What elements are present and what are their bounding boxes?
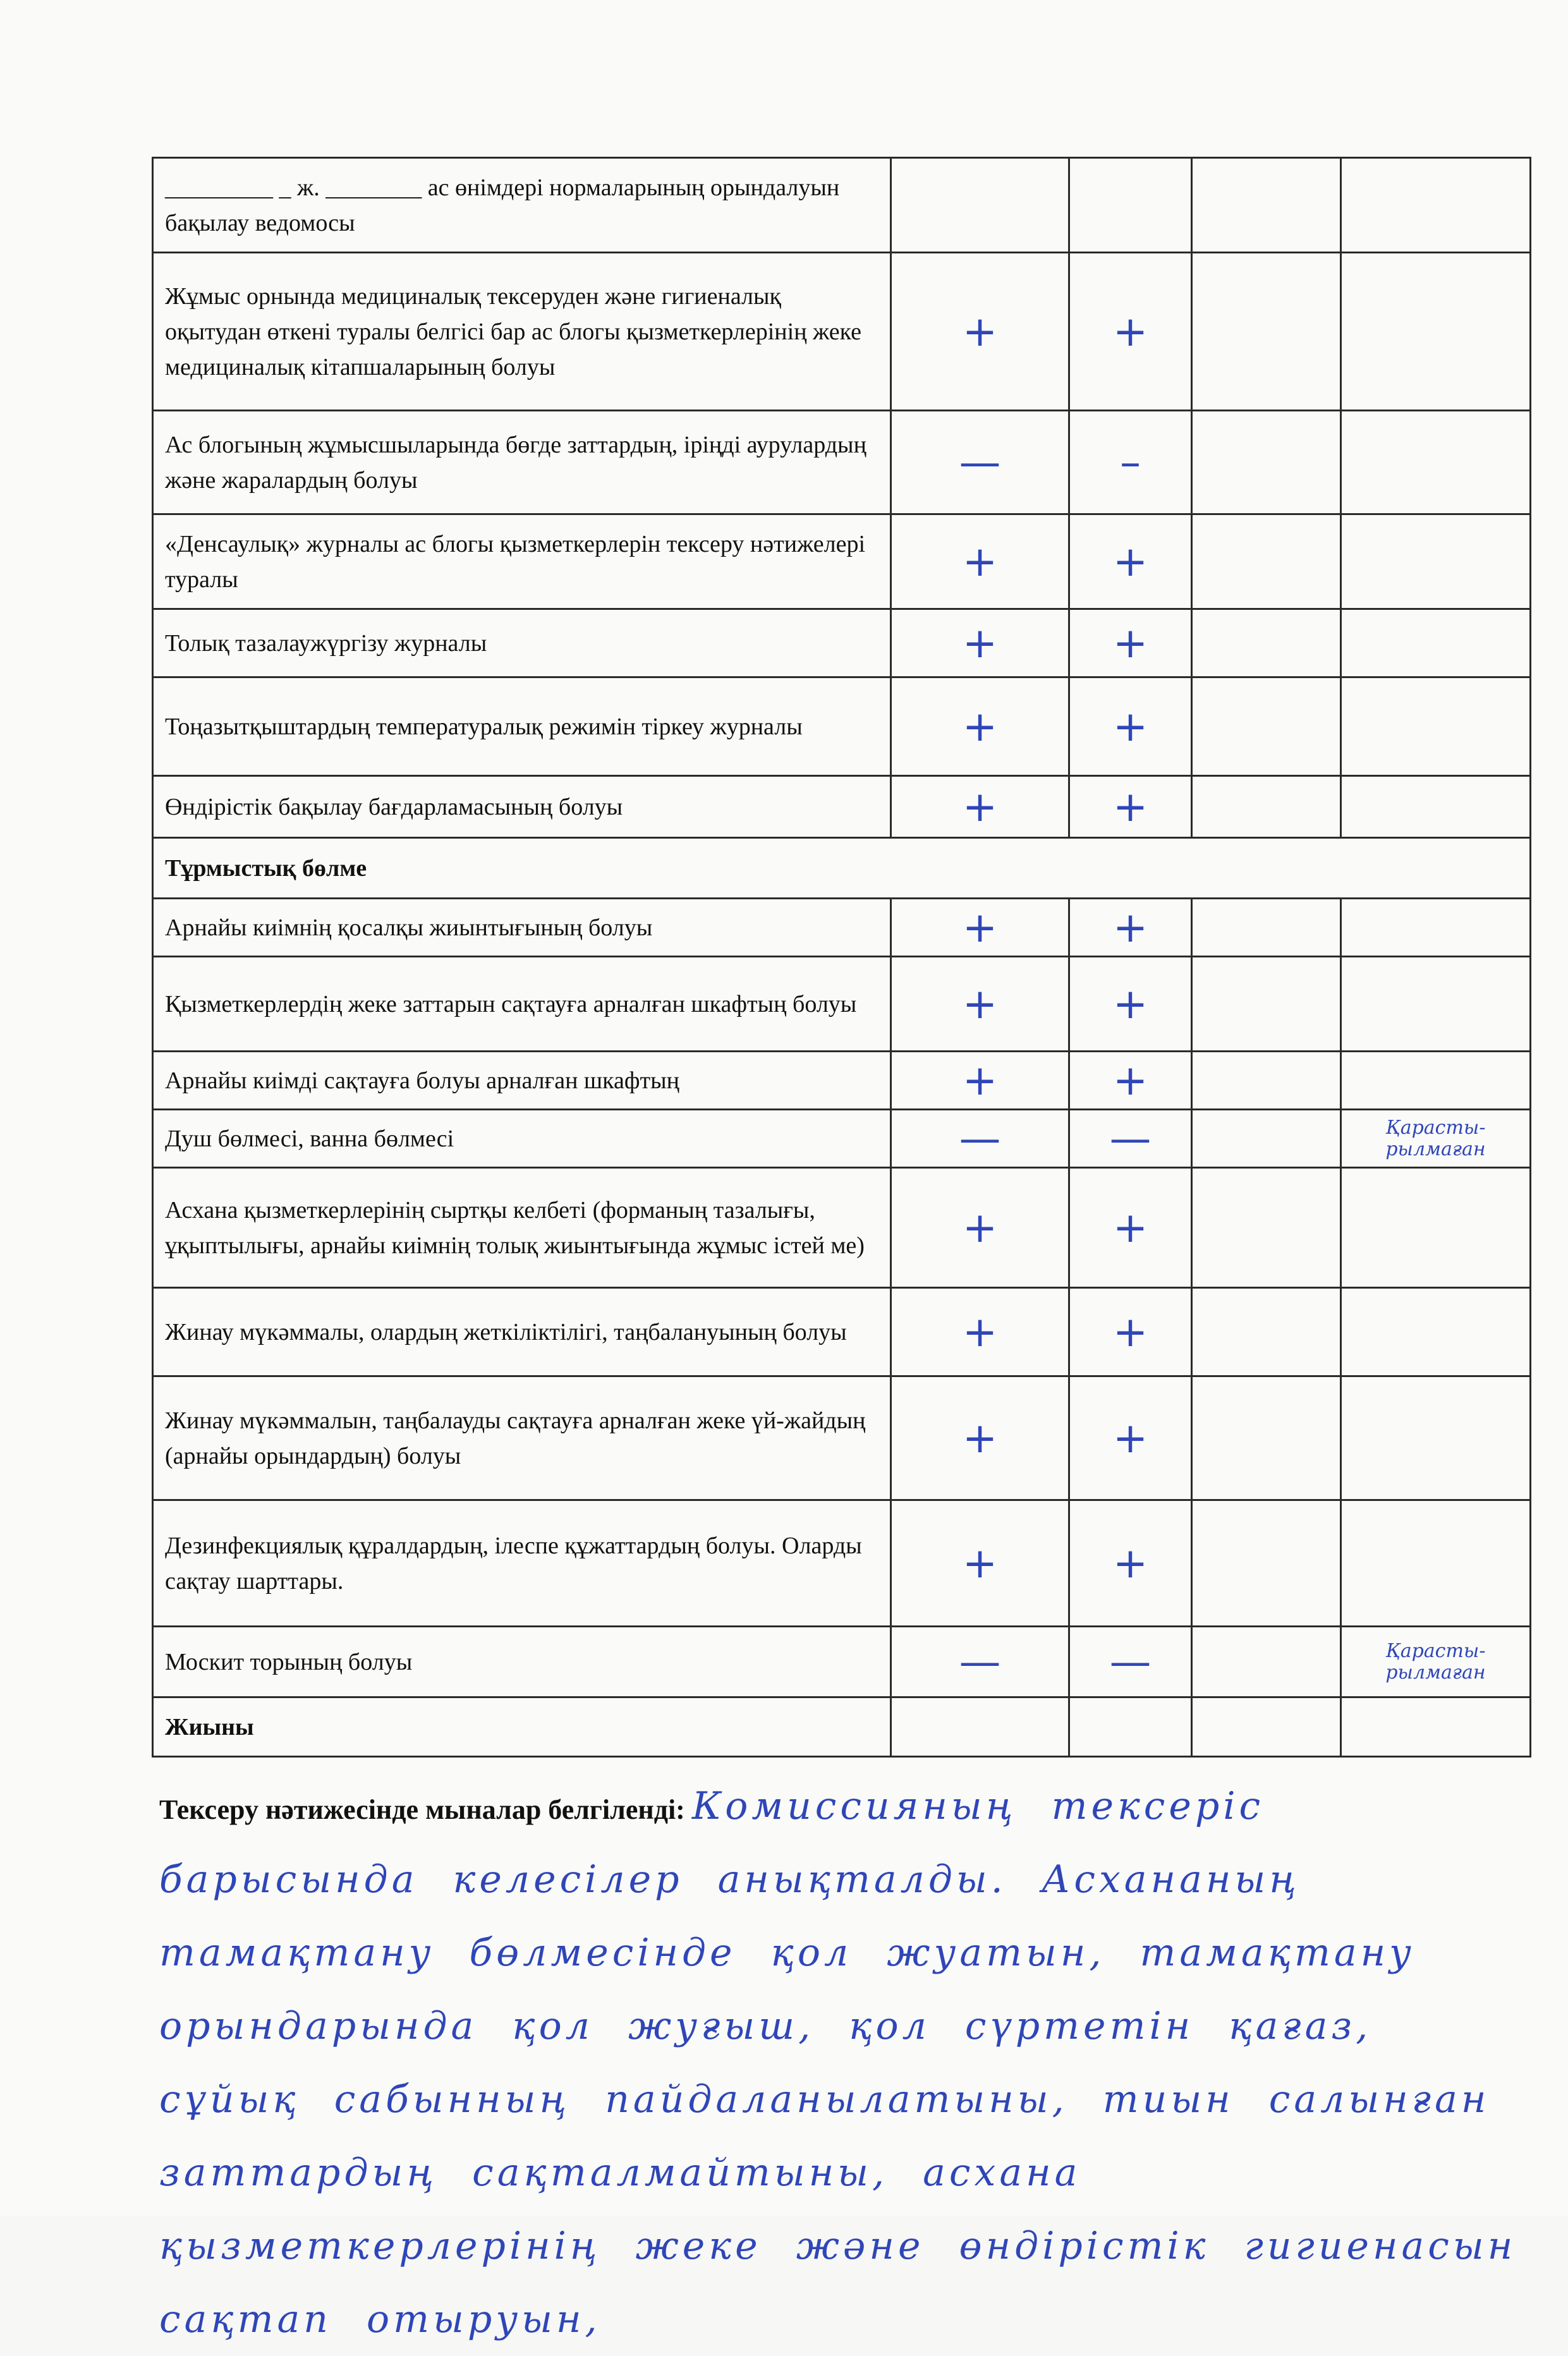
table-row	[153, 1168, 1531, 1288]
row-mark-col2: +	[1069, 957, 1192, 1052]
row-mark-col2: +	[1069, 677, 1192, 776]
row-note	[1341, 776, 1531, 838]
row-mark-col2: –	[1069, 411, 1192, 514]
row-empty-col3	[1192, 1168, 1341, 1288]
table-row	[153, 1110, 1531, 1168]
total-cell	[1192, 1697, 1341, 1757]
row-empty-col3	[1192, 1376, 1341, 1500]
table-row	[153, 411, 1531, 514]
row-mark-col1: +	[891, 1288, 1069, 1376]
row-mark-col1: —	[891, 1627, 1069, 1697]
row-empty-col3	[1192, 1500, 1341, 1627]
row-item-text: Толық тазалаужүргізу журналы	[153, 609, 891, 677]
table-row	[153, 253, 1531, 411]
section-title: Тұрмыстық бөлме	[153, 838, 1531, 899]
row-mark-col1: +	[891, 609, 1069, 677]
row-note	[1341, 253, 1531, 411]
row-note	[1341, 1052, 1531, 1110]
row-note	[1341, 411, 1531, 514]
section-header-row	[153, 838, 1531, 899]
row-mark-col1: —	[891, 411, 1069, 514]
row-item-text: Өндірістік бақылау бағдарламасының болуы	[153, 776, 891, 838]
table-row	[153, 609, 1531, 677]
row-item-text: «Денсаулық» журналы ас блогы қызметкерлерін тексеру нәтижелері туралы	[153, 514, 891, 609]
row-item-text: Арнайы киімнің қосалқы жиынтығының болуы	[153, 899, 891, 957]
row-mark-col2: +	[1069, 1376, 1192, 1500]
row-note	[1341, 1288, 1531, 1376]
total-row	[153, 1697, 1531, 1757]
total-label: Жиыны	[153, 1697, 891, 1757]
row-empty-col3	[1192, 677, 1341, 776]
total-cell	[891, 1697, 1069, 1757]
handwritten-findings: Комиссияның тексеріс барысында келесілер анықталды. Асхананың тамақтану бөлмесінде қол жуатын, тамақтану орындарында қол жуғыш, қол сүртетін қағаз, сұйық сабынның пайдаланылатыны, тиын салынған заттардың сақталмайтыны, асхана қызметкерлерінің жеке және өндірістік гигиенасын сақтап отыруын,	[159, 1784, 1517, 2341]
table-row	[153, 1288, 1531, 1376]
table-row	[153, 158, 1531, 253]
row-item-text: Жұмыс орнында медициналық тексеруден және гигиеналық оқытудан өткені туралы белгісі бар ас блогы қызметкерлерінің жеке медициналық кітапшаларының болуы	[153, 253, 891, 411]
table-row	[153, 1627, 1531, 1697]
row-item-text: Қызметкерлердің жеке заттарын сақтауға арналған шкафтың болуы	[153, 957, 891, 1052]
row-item-text: Тоңазытқыштардың температуралық режимін тіркеу журналы	[153, 677, 891, 776]
row-item-text: _________ _ ж. ________ ас өнімдері нормаларының орындалуын бақылау ведомосы	[153, 158, 891, 253]
summary-label: Тексеру нәтижесінде мыналар белгіленді:	[159, 1794, 685, 1825]
row-empty-col3	[1192, 1288, 1341, 1376]
row-mark-col1: +	[891, 514, 1069, 609]
row-item-text: Москит торының болуы	[153, 1627, 891, 1697]
table-row	[153, 957, 1531, 1052]
row-item-text: Дезинфекциялық құралдардың, ілеспе құжаттардың болуы. Оларды сақтау шарттары.	[153, 1500, 891, 1627]
row-mark-col1: +	[891, 957, 1069, 1052]
row-mark-col1: +	[891, 899, 1069, 957]
total-cell	[1341, 1697, 1531, 1757]
checklist-body	[153, 158, 1531, 1757]
checklist-table	[152, 157, 1531, 1758]
row-note	[1341, 677, 1531, 776]
row-item-text: Жинау мүкәммалы, олардың жеткіліктілігі, таңбалануының болуы	[153, 1288, 891, 1376]
row-mark-col2: +	[1069, 609, 1192, 677]
row-mark-col2: —	[1069, 1627, 1192, 1697]
row-item-text: Ас блогының жұмысшыларында бөгде заттардың, іріңді аурулардың және жаралардың болуы	[153, 411, 891, 514]
row-mark-col2: +	[1069, 899, 1192, 957]
row-mark-col1: +	[891, 1500, 1069, 1627]
row-mark-col2: +	[1069, 1052, 1192, 1110]
row-note	[1341, 957, 1531, 1052]
table-row	[153, 514, 1531, 609]
row-empty-col3	[1192, 411, 1341, 514]
row-mark-col1: +	[891, 1052, 1069, 1110]
inspection-summary	[159, 1770, 1537, 2356]
row-mark-col1: +	[891, 1168, 1069, 1288]
row-mark-col1: +	[891, 253, 1069, 411]
row-empty-col3	[1192, 514, 1341, 609]
row-note	[1341, 899, 1531, 957]
row-empty-col3	[1192, 776, 1341, 838]
row-empty-col3	[1192, 1110, 1341, 1168]
row-item-text: Асхана қызметкерлерінің сыртқы келбеті (форманың тазалығы, ұқыптылығы, арнайы киімнің толық жиынтығында жұмыс істей ме)	[153, 1168, 891, 1288]
row-mark-col2: +	[1069, 776, 1192, 838]
row-mark-col1	[891, 158, 1069, 253]
row-mark-col1: +	[891, 776, 1069, 838]
row-empty-col3	[1192, 609, 1341, 677]
row-mark-col2	[1069, 158, 1192, 253]
row-note	[1341, 514, 1531, 609]
row-mark-col2: +	[1069, 1288, 1192, 1376]
table-row	[153, 677, 1531, 776]
row-note	[1341, 158, 1531, 253]
table-row	[153, 899, 1531, 957]
row-note: Қарасты- рылмаған	[1341, 1110, 1531, 1168]
row-empty-col3	[1192, 957, 1341, 1052]
row-mark-col2: —	[1069, 1110, 1192, 1168]
table-row	[153, 1052, 1531, 1110]
row-mark-col1: +	[891, 677, 1069, 776]
row-mark-col2: +	[1069, 1500, 1192, 1627]
row-mark-col1: —	[891, 1110, 1069, 1168]
row-item-text: Арнайы киімді сақтауға болуы арналған шкафтың	[153, 1052, 891, 1110]
row-note	[1341, 1376, 1531, 1500]
row-note	[1341, 1168, 1531, 1288]
row-note	[1341, 1500, 1531, 1627]
row-mark-col2: +	[1069, 253, 1192, 411]
row-item-text: Душ бөлмесі, ванна бөлмесі	[153, 1110, 891, 1168]
row-empty-col3	[1192, 253, 1341, 411]
row-mark-col1: +	[891, 1376, 1069, 1500]
row-item-text: Жинау мүкәммалын, таңбалауды сақтауға арналған жеке үй-жайдың (арнайы орындардың) болуы	[153, 1376, 891, 1500]
row-empty-col3	[1192, 1052, 1341, 1110]
row-empty-col3	[1192, 899, 1341, 957]
table-row	[153, 776, 1531, 838]
row-note	[1341, 609, 1531, 677]
table-row	[153, 1376, 1531, 1500]
row-mark-col2: +	[1069, 514, 1192, 609]
row-empty-col3	[1192, 158, 1341, 253]
total-cell	[1069, 1697, 1192, 1757]
row-mark-col2: +	[1069, 1168, 1192, 1288]
row-empty-col3	[1192, 1627, 1341, 1697]
table-row	[153, 1500, 1531, 1627]
row-note: Қарасты- рылмаған	[1341, 1627, 1531, 1697]
